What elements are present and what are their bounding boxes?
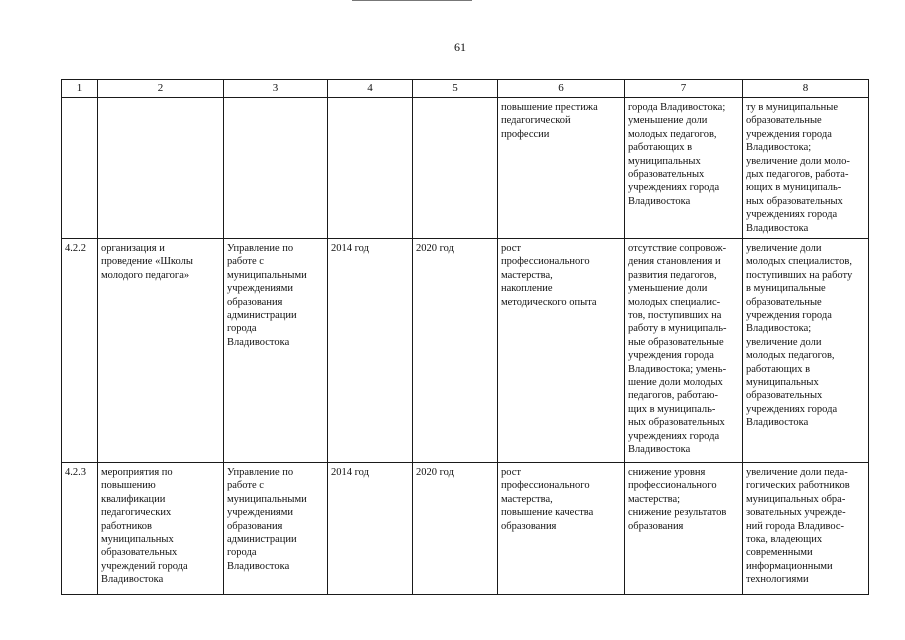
expected-result-cell	[498, 239, 625, 463]
header-cell: 6	[498, 80, 625, 98]
page-number: 61	[454, 40, 466, 54]
cell-text: Управление по работе с муниципальными учреждениями образования администрации города Владивостока	[227, 243, 307, 348]
indicators-cell	[743, 463, 869, 595]
start-year-cell	[328, 463, 413, 595]
start-year-cell	[328, 239, 413, 463]
header-cell: 7	[625, 80, 743, 98]
cell-text: рост профессионального мастерства, повышение качества образования	[501, 467, 594, 532]
indicators-cell	[743, 239, 869, 463]
table-row	[62, 463, 869, 595]
table-cell	[743, 98, 869, 239]
cell-text: мероприятия по повышению квалификации педагогических работников муниципальных образовательных учреждений города Владивостока	[101, 467, 188, 586]
header-cell: 2	[98, 80, 224, 98]
cell-text: Управление по работе с муниципальными учреждениями образования администрации города Владивостока	[227, 467, 307, 572]
cell-text: снижение уровня профессионального мастерства; снижение результатов образования	[628, 467, 727, 532]
measure-name-cell	[98, 239, 224, 463]
cell-text: 2014 год	[331, 243, 369, 254]
expected-result-cell	[498, 463, 625, 595]
header-cell: 5	[413, 80, 498, 98]
cell-text: 2020 год	[416, 243, 454, 254]
table-row	[62, 239, 869, 463]
cell-text: 2014 год	[331, 467, 369, 478]
measure-name-cell	[98, 463, 224, 595]
cell-text: организация и проведение «Школы молодого педагога»	[101, 243, 193, 281]
item-number-cell	[62, 239, 98, 463]
header-cell: 3	[224, 80, 328, 98]
header-cell: 1	[62, 80, 98, 98]
table-cell	[413, 98, 498, 239]
table-cell	[625, 98, 743, 239]
cell-text: отсутствие сопровож- дения становления и развития педагогов, уменьшение доли молодых специалис- тов, поступивших на работу в муниципаль- ные образовательные учреждения города Владивостока; умень- шение доли молодых педагогов, работаю- щих в муниципаль- ных образовательных учреждениях города Владивостока	[628, 243, 727, 456]
end-year-cell	[413, 463, 498, 595]
responsible-cell	[224, 463, 328, 595]
end-year-cell	[413, 239, 498, 463]
consequences-cell	[625, 463, 743, 595]
table-row	[62, 98, 869, 239]
table-cell	[98, 98, 224, 239]
measures-table	[61, 79, 869, 595]
top-scan-rule	[352, 0, 472, 1]
responsible-cell	[224, 239, 328, 463]
cell-text: 2020 год	[416, 467, 454, 478]
item-number-cell	[62, 463, 98, 595]
cell-text: 4.2.3	[65, 467, 86, 478]
cell-text: 4.2.2	[65, 243, 86, 254]
cell-text: города Владивостока; уменьшение доли молодых педагогов, работающих в муниципальных образовательных учреждениях города Владивостока	[628, 102, 726, 207]
header-cell: 8	[743, 80, 869, 98]
table-cell	[328, 98, 413, 239]
table-cell	[62, 98, 98, 239]
cell-text: ту в муниципальные образовательные учреждения города Владивостока; увеличение доли моло- дых педагогов, работа- ющих в муниципаль- ных образовательных учреждениях города Владивостока	[746, 102, 850, 234]
table-cell	[498, 98, 625, 239]
table-cell	[224, 98, 328, 239]
cell-text: увеличение доли молодых специалистов, поступивших на работу в муниципальные образовательные учреждения города Владивостока; увеличение доли молодых педагогов, работающих в муниципальных образовательных учреждениях города Владивостока	[746, 243, 853, 429]
consequences-cell	[625, 239, 743, 463]
cell-text: повышение престижа педагогической профессии	[501, 102, 598, 140]
cell-text: рост профессионального мастерства, накопление методического опыта	[501, 243, 597, 308]
header-cell: 4	[328, 80, 413, 98]
table-header-row	[62, 80, 869, 98]
cell-text: увеличение доли педа- гогических работников муниципальных обра- зовательных учрежде- ний города Владивос- тока, владеющих современными информационными технологиями	[746, 467, 850, 586]
